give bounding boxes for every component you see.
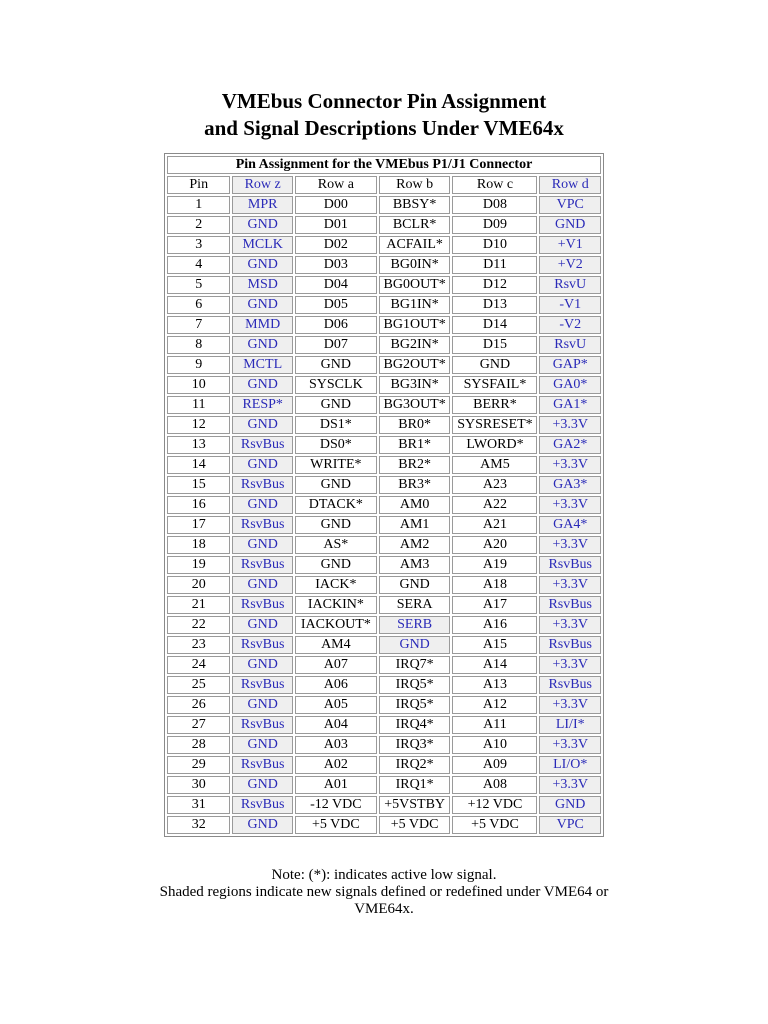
signal-cell: RsvBus [232, 556, 292, 574]
signal-cell: BBSY* [379, 196, 451, 214]
signal-cell: BG2IN* [379, 336, 451, 354]
table-row [167, 436, 601, 454]
signal-cell: A11 [452, 716, 537, 734]
signal-cell: A15 [452, 636, 537, 654]
signal-cell: +3.3V [539, 456, 601, 474]
signal-cell: +3.3V [539, 496, 601, 514]
signal-cell: MSD [232, 276, 292, 294]
signal-cell: LI/I* [539, 716, 601, 734]
table-row [167, 196, 601, 214]
pin-number-cell: 24 [167, 656, 230, 674]
signal-cell: RsvBus [539, 596, 601, 614]
signal-cell: +3.3V [539, 656, 601, 674]
signal-cell: GND [539, 216, 601, 234]
signal-cell: GND [295, 396, 377, 414]
signal-cell: A07 [295, 656, 377, 674]
signal-cell: SERB [379, 616, 451, 634]
signal-cell: BG3OUT* [379, 396, 451, 414]
table-row [167, 476, 601, 494]
signal-cell: VPC [539, 816, 601, 834]
signal-cell: IRQ4* [379, 716, 451, 734]
pin-number-cell: 19 [167, 556, 230, 574]
note-line-1: Note: (*): indicates active low signal. [271, 867, 497, 883]
signal-cell: IACKIN* [295, 596, 377, 614]
signal-cell: DTACK* [295, 496, 377, 514]
footnote [140, 867, 628, 918]
signal-cell: +V1 [539, 236, 601, 254]
title-line-1: VMEbus Connector Pin Assignment [221, 89, 547, 113]
signal-cell: D06 [295, 316, 377, 334]
signal-cell: -V1 [539, 296, 601, 314]
document-title [0, 88, 768, 142]
signal-cell: BG0OUT* [379, 276, 451, 294]
signal-cell: A22 [452, 496, 537, 514]
signal-cell: GND [232, 536, 292, 554]
signal-cell: +5VSTBY [379, 796, 451, 814]
signal-cell: MMD [232, 316, 292, 334]
pin-number-cell: 17 [167, 516, 230, 534]
signal-cell: GND [232, 816, 292, 834]
signal-cell: GND [232, 376, 292, 394]
signal-cell: GA2* [539, 436, 601, 454]
signal-cell: +3.3V [539, 736, 601, 754]
signal-cell: RsvBus [539, 556, 601, 574]
pin-number-cell: 21 [167, 596, 230, 614]
column-header: Row b [379, 176, 451, 194]
title-line-2: and Signal Descriptions Under VME64x [204, 116, 564, 140]
signal-cell: D12 [452, 276, 537, 294]
pin-number-cell: 6 [167, 296, 230, 314]
table-row [167, 516, 601, 534]
signal-cell: IRQ1* [379, 776, 451, 794]
signal-cell: AS* [295, 536, 377, 554]
signal-cell: GA4* [539, 516, 601, 534]
signal-cell: D09 [452, 216, 537, 234]
table-row [167, 716, 601, 734]
signal-cell: RsvBus [232, 476, 292, 494]
table-row [167, 396, 601, 414]
signal-cell: +5 VDC [452, 816, 537, 834]
signal-cell: GAP* [539, 356, 601, 374]
table-row [167, 316, 601, 334]
signal-cell: A08 [452, 776, 537, 794]
signal-cell: A01 [295, 776, 377, 794]
signal-cell: BG0IN* [379, 256, 451, 274]
signal-cell: -V2 [539, 316, 601, 334]
signal-cell: RESP* [232, 396, 292, 414]
signal-cell: RsvBus [232, 636, 292, 654]
table-row [167, 216, 601, 234]
signal-cell: A05 [295, 696, 377, 714]
signal-cell: GA0* [539, 376, 601, 394]
table-row [167, 296, 601, 314]
signal-cell: ACFAIL* [379, 236, 451, 254]
signal-cell: GND [232, 656, 292, 674]
signal-cell: IRQ2* [379, 756, 451, 774]
signal-cell: RsvBus [232, 796, 292, 814]
signal-cell: MCLK [232, 236, 292, 254]
pin-number-cell: 14 [167, 456, 230, 474]
table-row [167, 276, 601, 294]
column-header: Row d [539, 176, 601, 194]
signal-cell: GA3* [539, 476, 601, 494]
signal-cell: BCLR* [379, 216, 451, 234]
signal-cell: +3.3V [539, 536, 601, 554]
signal-cell: D15 [452, 336, 537, 354]
signal-cell: A16 [452, 616, 537, 634]
signal-cell: GND [232, 296, 292, 314]
pin-number-cell: 28 [167, 736, 230, 754]
signal-cell: D11 [452, 256, 537, 274]
signal-cell: D05 [295, 296, 377, 314]
table-row [167, 616, 601, 634]
signal-cell: IACK* [295, 576, 377, 594]
signal-cell: A21 [452, 516, 537, 534]
table-row [167, 376, 601, 394]
signal-cell: A02 [295, 756, 377, 774]
pin-number-cell: 32 [167, 816, 230, 834]
pin-number-cell: 12 [167, 416, 230, 434]
table-row [167, 756, 601, 774]
signal-cell: IRQ7* [379, 656, 451, 674]
signal-cell: BR3* [379, 476, 451, 494]
signal-cell: BG3IN* [379, 376, 451, 394]
pin-number-cell: 3 [167, 236, 230, 254]
pin-number-cell: 23 [167, 636, 230, 654]
table-row [167, 256, 601, 274]
signal-cell: A12 [452, 696, 537, 714]
signal-cell: GND [232, 616, 292, 634]
signal-cell: GND [232, 456, 292, 474]
signal-cell: A18 [452, 576, 537, 594]
signal-cell: AM1 [379, 516, 451, 534]
signal-cell: RsvU [539, 276, 601, 294]
pin-number-cell: 16 [167, 496, 230, 514]
signal-cell: RsvBus [232, 676, 292, 694]
signal-cell: VPC [539, 196, 601, 214]
signal-cell: DS1* [295, 416, 377, 434]
signal-cell: AM5 [452, 456, 537, 474]
signal-cell: BERR* [452, 396, 537, 414]
pin-number-cell: 27 [167, 716, 230, 734]
pin-number-cell: 20 [167, 576, 230, 594]
signal-cell: RsvU [539, 336, 601, 354]
signal-cell: AM3 [379, 556, 451, 574]
signal-cell: RsvBus [232, 516, 292, 534]
signal-cell: +3.3V [539, 576, 601, 594]
table-row [167, 456, 601, 474]
signal-cell: GND [232, 776, 292, 794]
table-row [167, 596, 601, 614]
pin-number-cell: 31 [167, 796, 230, 814]
signal-cell: RsvBus [539, 676, 601, 694]
table-row [167, 816, 601, 834]
signal-cell: BR0* [379, 416, 451, 434]
pin-number-cell: 18 [167, 536, 230, 554]
table-row [167, 536, 601, 554]
pin-number-cell: 9 [167, 356, 230, 374]
signal-cell: GND [232, 576, 292, 594]
signal-cell: A04 [295, 716, 377, 734]
table-row [167, 576, 601, 594]
pin-number-cell: 29 [167, 756, 230, 774]
signal-cell: +3.3V [539, 776, 601, 794]
table-row [167, 796, 601, 814]
signal-cell: GND [232, 216, 292, 234]
signal-cell: SYSCLK [295, 376, 377, 394]
signal-cell: A23 [452, 476, 537, 494]
signal-cell: GND [379, 576, 451, 594]
table-caption-row [167, 156, 601, 174]
signal-cell: GND [232, 416, 292, 434]
signal-cell: IACKOUT* [295, 616, 377, 634]
pin-number-cell: 2 [167, 216, 230, 234]
signal-cell: BG1OUT* [379, 316, 451, 334]
signal-cell: +5 VDC [379, 816, 451, 834]
signal-cell: RsvBus [232, 756, 292, 774]
table-row [167, 676, 601, 694]
signal-cell: GND [295, 516, 377, 534]
signal-cell: AM4 [295, 636, 377, 654]
signal-cell: RsvBus [232, 596, 292, 614]
signal-cell: GND [295, 556, 377, 574]
signal-cell: A06 [295, 676, 377, 694]
pin-number-cell: 30 [167, 776, 230, 794]
signal-cell: BR1* [379, 436, 451, 454]
signal-cell: GND [232, 736, 292, 754]
signal-cell: D02 [295, 236, 377, 254]
signal-cell: LWORD* [452, 436, 537, 454]
table-row [167, 336, 601, 354]
signal-cell: D08 [452, 196, 537, 214]
table-row [167, 356, 601, 374]
pin-number-cell: 4 [167, 256, 230, 274]
signal-cell: +12 VDC [452, 796, 537, 814]
pin-number-cell: 7 [167, 316, 230, 334]
pin-number-cell: 1 [167, 196, 230, 214]
table-row [167, 236, 601, 254]
pin-number-cell: 22 [167, 616, 230, 634]
pin-number-cell: 11 [167, 396, 230, 414]
signal-cell: GND [232, 696, 292, 714]
signal-cell: IRQ5* [379, 676, 451, 694]
signal-cell: +3.3V [539, 416, 601, 434]
signal-cell: IRQ5* [379, 696, 451, 714]
signal-cell: SYSFAIL* [452, 376, 537, 394]
table-row [167, 656, 601, 674]
signal-cell: -12 VDC [295, 796, 377, 814]
pin-number-cell: 13 [167, 436, 230, 454]
signal-cell: GND [232, 336, 292, 354]
signal-cell: DS0* [295, 436, 377, 454]
signal-cell: GND [232, 496, 292, 514]
signal-cell: SYSRESET* [452, 416, 537, 434]
signal-cell: A03 [295, 736, 377, 754]
pin-assignment-table [164, 153, 604, 837]
signal-cell: D03 [295, 256, 377, 274]
table-row [167, 696, 601, 714]
table-header-row [167, 176, 601, 194]
signal-cell: GND [232, 256, 292, 274]
signal-cell: D10 [452, 236, 537, 254]
signal-cell: LI/O* [539, 756, 601, 774]
signal-cell: A19 [452, 556, 537, 574]
signal-cell: MPR [232, 196, 292, 214]
table-caption: Pin Assignment for the VMEbus P1/J1 Connector [167, 156, 601, 174]
signal-cell: +5 VDC [295, 816, 377, 834]
signal-cell: RsvBus [232, 436, 292, 454]
signal-cell: AM0 [379, 496, 451, 514]
signal-cell: AM2 [379, 536, 451, 554]
signal-cell: GND [295, 476, 377, 494]
signal-cell: A13 [452, 676, 537, 694]
pin-number-cell: 26 [167, 696, 230, 714]
table-row [167, 496, 601, 514]
signal-cell: BG2OUT* [379, 356, 451, 374]
signal-cell: A09 [452, 756, 537, 774]
table-row [167, 736, 601, 754]
signal-cell: GA1* [539, 396, 601, 414]
table-row [167, 636, 601, 654]
signal-cell: BR2* [379, 456, 451, 474]
signal-cell: RsvBus [232, 716, 292, 734]
pin-number-cell: 25 [167, 676, 230, 694]
signal-cell: GND [539, 796, 601, 814]
signal-cell: IRQ3* [379, 736, 451, 754]
signal-cell: A17 [452, 596, 537, 614]
signal-cell: GND [452, 356, 537, 374]
signal-cell: RsvBus [539, 636, 601, 654]
table-body [167, 196, 601, 834]
table-row [167, 556, 601, 574]
signal-cell: A14 [452, 656, 537, 674]
signal-cell: D04 [295, 276, 377, 294]
pin-number-cell: 10 [167, 376, 230, 394]
signal-cell: D14 [452, 316, 537, 334]
column-header: Row a [295, 176, 377, 194]
signal-cell: D13 [452, 296, 537, 314]
pin-number-cell: 15 [167, 476, 230, 494]
table-row [167, 416, 601, 434]
signal-cell: GND [295, 356, 377, 374]
signal-cell: WRITE* [295, 456, 377, 474]
signal-cell: +3.3V [539, 696, 601, 714]
signal-cell: BG1IN* [379, 296, 451, 314]
note-line-2: Shaded regions indicate new signals defined or redefined under VME64 or VME64x. [159, 884, 609, 917]
signal-cell: +V2 [539, 256, 601, 274]
table-row [167, 776, 601, 794]
column-header: Row c [452, 176, 537, 194]
signal-cell: A10 [452, 736, 537, 754]
pin-number-cell: 8 [167, 336, 230, 354]
signal-cell: MCTL [232, 356, 292, 374]
signal-cell: D00 [295, 196, 377, 214]
signal-cell: GND [379, 636, 451, 654]
signal-cell: D07 [295, 336, 377, 354]
signal-cell: +3.3V [539, 616, 601, 634]
column-header: Pin [167, 176, 230, 194]
signal-cell: D01 [295, 216, 377, 234]
column-header: Row z [232, 176, 292, 194]
pin-number-cell: 5 [167, 276, 230, 294]
signal-cell: A20 [452, 536, 537, 554]
signal-cell: SERA [379, 596, 451, 614]
